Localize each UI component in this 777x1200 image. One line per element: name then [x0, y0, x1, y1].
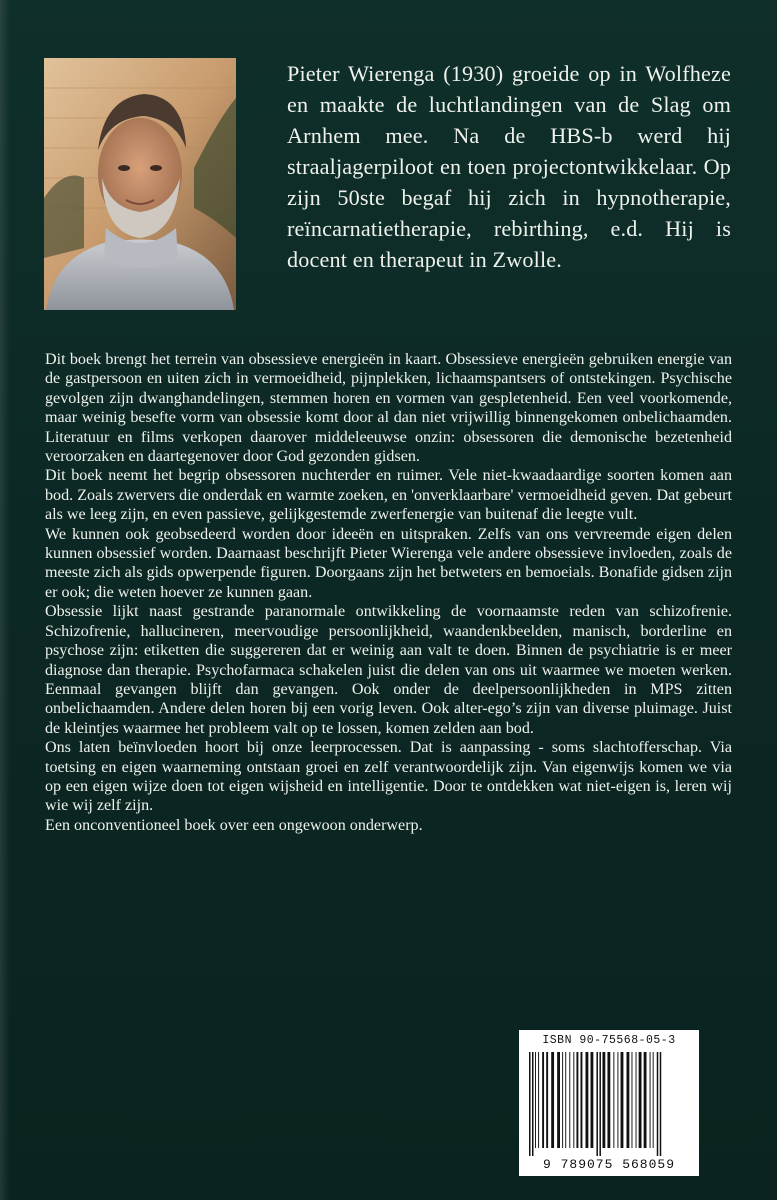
barcode-bar: [586, 1052, 589, 1148]
barcode-bar: [639, 1052, 642, 1148]
barcode-bar: [576, 1052, 578, 1148]
barcode-bar: [599, 1052, 601, 1156]
ean-digits: 9 789075 568059: [542, 1157, 676, 1172]
barcode-bar: [613, 1052, 614, 1148]
barcode-bar: [591, 1052, 594, 1148]
barcode-bar: [546, 1052, 548, 1148]
barcode-bar: [596, 1052, 598, 1156]
author-bio: Pieter Wierenga (1930) groeide op in Wolfheze en maakte de luchtlandingen van de Slag om Arnhem mee. Na de HBS-b werd hij straaljagerpiloot en toen projectontwikkelaar. Op zijn 50ste begaf hij zich in hypnotherapie, reïncarnatietherapie, rebirthing, e.d. Hij is docent en therapeut in Zwolle.: [287, 61, 731, 272]
isbn-label: ISBN 90-75568-05-3: [542, 1034, 676, 1047]
barcode-bar: [653, 1052, 654, 1148]
barcode-bar: [573, 1052, 574, 1148]
barcode-bar: [602, 1052, 605, 1148]
barcode-bar: [660, 1052, 662, 1156]
barcode-bars: [527, 1052, 691, 1156]
barcode-bar: [650, 1052, 651, 1148]
barcode-bar: [529, 1052, 531, 1156]
barcode-bar: [581, 1052, 583, 1148]
barcode-bar: [565, 1052, 566, 1148]
barcode-bar: [551, 1052, 554, 1148]
barcode-bar: [532, 1052, 534, 1156]
barcode-bar: [644, 1052, 647, 1148]
author-photo: [44, 58, 236, 310]
barcode-bar: [562, 1052, 563, 1148]
barcode-bar: [569, 1052, 570, 1148]
blurb-paragraph: Een onconventioneel boek over een ongewoon onderwerp.: [45, 816, 423, 834]
barcode-bar: [535, 1052, 536, 1148]
barcode-bar: [621, 1052, 624, 1148]
barcode-bar: [657, 1052, 659, 1156]
blurb-paragraph: We kunnen ook geobsedeerd worden door ideeën en uitspraken. Zelfs van ons vervreemde eigen delen kunnen obsessief worden. Daarnaast beschrijft Pieter Wierenga vele andere obsessieve invloeden, zoals de meeste zich als gids opwerpende figuren. Doorgaans zijn het betweters en bemoeials. Bonafide gidsen zijn er ook; die weten hoever ze kunnen gaan.: [45, 525, 732, 601]
barcode-bar: [557, 1052, 560, 1148]
author-portrait-image: [44, 58, 236, 310]
barcode-bar: [538, 1052, 539, 1148]
blurb-paragraph: Ons laten beïnvloeden hoort bij onze leerprocessen. Dat is aanpassing - soms slachtofferschap. Via toetsing en eigen waarneming ontstaan groei en zelf verantwoordelijk zijn. Van eigenwijs komen we via op een eigen wijze doen tot eigen wijsheid en intelligentie. Door te ontdekken wat niet-eigen is, leren wij wie wij zelf zijn.: [45, 739, 732, 815]
blurb-paragraph: Dit boek neemt het begrip obsessoren nuchterder en ruimer. Vele niet-kwaadaardige soorten komen aan bod. Zoals zwervers die onderdak en warmte zoeken, en 'onverklaarbare' vermoeidheid geven. Dat gebeurt als we leeg zijn, en even passieve, gelijkgestemde zwerfenergie van buitenaf die leegte vult.: [45, 467, 732, 524]
barcode-bar: [627, 1052, 630, 1148]
barcode-bar: [617, 1052, 618, 1148]
blurb-paragraph: Obsessie lijkt naast gestrande paranormale ontwikkeling de voornaamste reden van schizofrenie. Schizofrenie, hallucineren, meervoudige persoonlijkheid, waandenkbeelden, manisch, borderline en psychose zijn: etiketten die suggereren dat er weinig aan valt te doen. Binnen de psychiatrie is er meer diagnose dan therapie. Psychofarmaca schakelen juist die delen van ons uit waarmee we moeten werken. Eenmaal gevangen blijft dan gevangen. Ook onder de deelpersoonlijkheden in MPS zitten onbelichaamden. Andere delen horen bij een vorig leven. Ook alter-ego’s zijn van diverse pluimage. Juist de kleintjes waarmee het probleem valt op te lossen, komen zelden aan bod.: [45, 603, 732, 737]
barcode-bar: [607, 1052, 610, 1148]
book-blurb: [45, 350, 732, 835]
barcode-bar: [636, 1052, 637, 1148]
barcode-bar: [632, 1052, 633, 1148]
barcode-bar: [542, 1052, 544, 1148]
isbn-barcode: [519, 1030, 699, 1176]
blurb-paragraph: Dit boek brengt het terrein van obsessieve energieën in kaart. Obsessieve energieën gebruiken energie van de gastpersoon en uiten zich in vermoeidheid, pijnplekken, lichaamspantsers of ontstekingen. Psychische gevolgen zijn dwanghandelingen, stemmen horen en vormen van gespletenheid. Een veel voorkomende, maar weinig besefte vorm van obsessie komt door al dan niet vrijwillig binnengekomen onbelichaamden. Literatuur en films verkopen daarover middeleeuwse onzin: obsessoren die demonische bezetenheid veroorzaken en daartegenover door God gezonden gidsen.: [45, 351, 732, 466]
